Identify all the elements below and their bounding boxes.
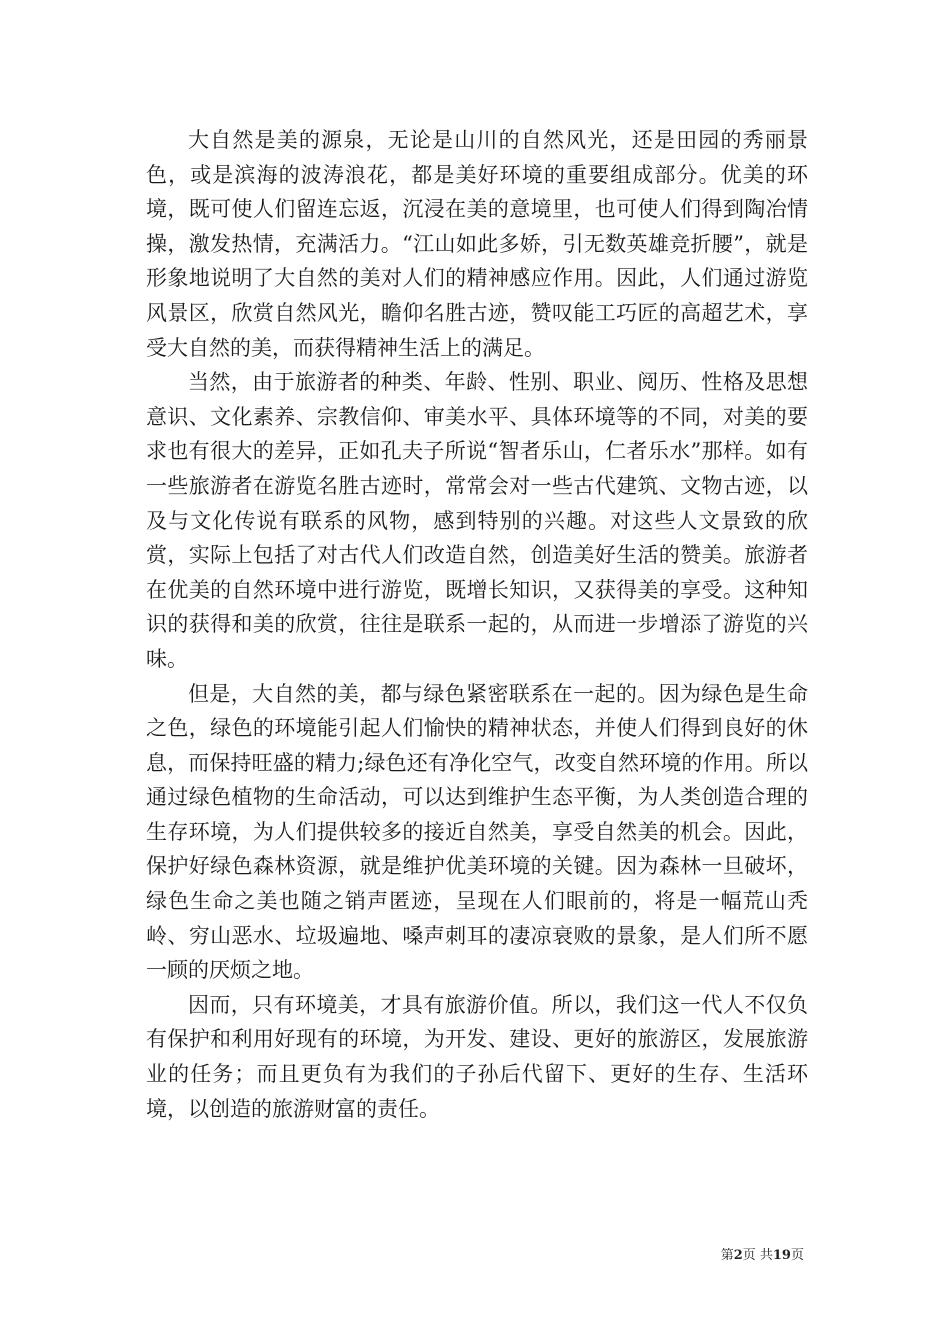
- current-page-number: 2: [733, 1248, 743, 1263]
- footer-suffix: 页: [790, 1248, 804, 1263]
- paragraph-1: 大自然是美的源泉，无论是山川的自然风光，还是田园的秀丽景色，或是滨海的波涛浪花，都是美好环境的重要组成部分。优美的环境，既可使人们留连忘返，沉浸在美的意境里，也可使人们得到陶冶情操，激发热情，充满活力。“江山如此多娇，引无数英雄竞折腰”，就是形象地说明了大自然的美对人们的精神感应作用。因此，人们通过游览风景区，欣赏自然风光，瞻仰名胜古迹，赞叹能工巧匠的高超艺术，享受大自然的美，而获得精神生活上的满足。: [146, 128, 808, 360]
- paragraph-4: 因而，只有环境美，才具有旅游价值。所以，我们这一代人不仅负有保护和利用好现有的环境，为开发、建设、更好的旅游区，发展旅游业的任务；而且更负有为我们的子孙后代留下、更好的生存、生活环境，以创造的旅游财富的责任。: [146, 992, 808, 1121]
- page-footer: [721, 1244, 804, 1263]
- footer-middle: 页 共: [742, 1248, 773, 1263]
- footer-prefix: 第: [720, 1248, 734, 1263]
- paragraph-2: 当然，由于旅游者的种类、年龄、性别、职业、阅历、性格及思想意识、文化素养、宗教信仰、审美水平、具体环境等的不同，对美的要求也有很大的差异，正如孔夫子所说“智者乐山，仁者乐水”那样。如有一些旅游者在游览名胜古迹时，常常会对一些古代建筑、文物古迹，以及与文化传说有联系的风物，感到特别的兴趣。对这些人文景致的欣赏，实际上包括了对古代人们改造自然，创造美好生活的赞美。旅游者在优美的自然环境中进行游览，既增长知识，又获得美的享受。这种知识的获得和美的欣赏，往往是联系一起的，从而进一步增添了游览的兴味。: [146, 370, 808, 671]
- total-pages-number: 19: [772, 1248, 791, 1263]
- paragraph-3: 但是，大自然的美，都与绿色紧密联系在一起的。因为绿色是生命之色，绿色的环境能引起人们愉快的精神状态，并使人们得到良好的休息，而保持旺盛的精力;绿色还有净化空气，改变自然环境的作用。所以通过绿色植物的生命活动，可以达到维护生态平衡，为人类创造合理的生存环境，为人们提供较多的接近自然美，享受自然美的机会。因此，保护好绿色森林资源，就是维护优美环境的关键。因为森林一旦破坏，绿色生命之美也随之销声匿迹，呈现在人们眼前的，将是一幅荒山秃岭、穷山恶水、垃圾遍地、嗓声刺耳的凄凉衰败的景象，是人们所不愿一顾的厌烦之地。: [146, 681, 808, 983]
- body-text: [146, 123, 808, 1126]
